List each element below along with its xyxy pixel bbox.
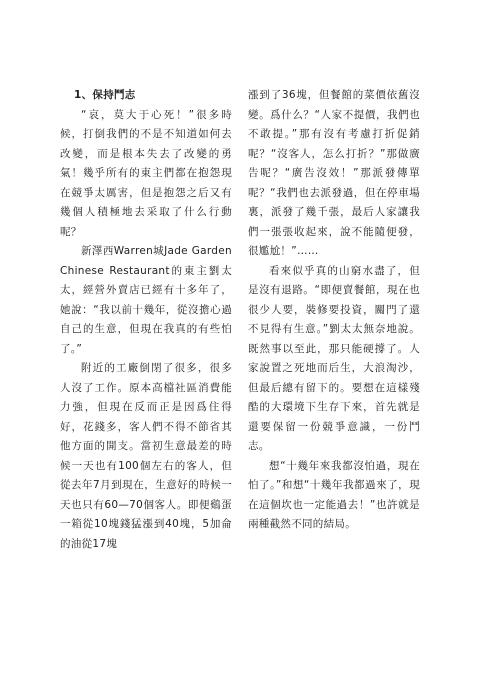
paragraph-conclusion: 想“十幾年來我都沒怕過，現在怕了。”和想“十幾年我都過來了，現在這個坎也一定能過去！”也許就是兩種截然不同的結局。 [248, 459, 420, 530]
paragraph-intro: “哀，莫大于心死！”很多時候，打倒我們的不是不知道如何去改變，而是根本失去了改變的勇氣！幾乎所有的東主們都在抱怨現在競爭太厲害，但是抱怨之后又有幾個人積極地去采取了什么行動呢？ [60, 108, 232, 238]
paragraph-no-retreat: 看來似乎真的山窮水盡了，但是沒有退路。“即便賣餐館，現在也很少人要，裝修要投資，關門了還不見得有生意。”劉太太無奈地說。既然事以至此，那只能硬撐了。人家說置之死地而后生，大浪淘沙，但最后總有留下的。要想在這樣殘酷的大環境下生存下來，首先就是還要保留一份競爭意識，一份鬥志。 [248, 264, 420, 452]
left-column [60, 86, 232, 554]
right-column [248, 86, 420, 535]
paragraph-local-economy: 附近的工廠倒閉了很多，很多人沒了工作。原本高檔社區消費能力強，但現在反而正是因爲住得好，花錢多，客人們不得不節省其他方面的開支。當初生意最差的時候一天也有100個左右的客人，但從去年7月到現在，生意好的時候一天也只有60—70個客人。即便鷄蛋一箱從10塊錢猛漲到40塊，5加侖的油從17塊 [60, 362, 232, 550]
paragraph-owner-quote: 新澤西Warren城Jade Garden Chinese Restaurant的東主劉太太，經營外賣店已經有十多年了，她說：“我以前十幾年，從沒擔心過自己的生意，但現在我真的有些怕了。” [60, 245, 232, 355]
section-heading: 1、保持鬥志 [74, 89, 136, 101]
paragraph-prices-continued: 漲到了36塊，但餐館的菜價依舊沒變。爲什么？“人家不提價，我們也不敢提。”那有沒有考慮打折促銷呢？“沒客人，怎么打折？”那做廣告呢？“廣告沒效！”那派發傳單呢？“我們也去派發過，但在停車場裏，派發了幾千張，最后人家讓我們一張張收起來，說不能隨便發，很尷尬！”…… [248, 89, 420, 257]
